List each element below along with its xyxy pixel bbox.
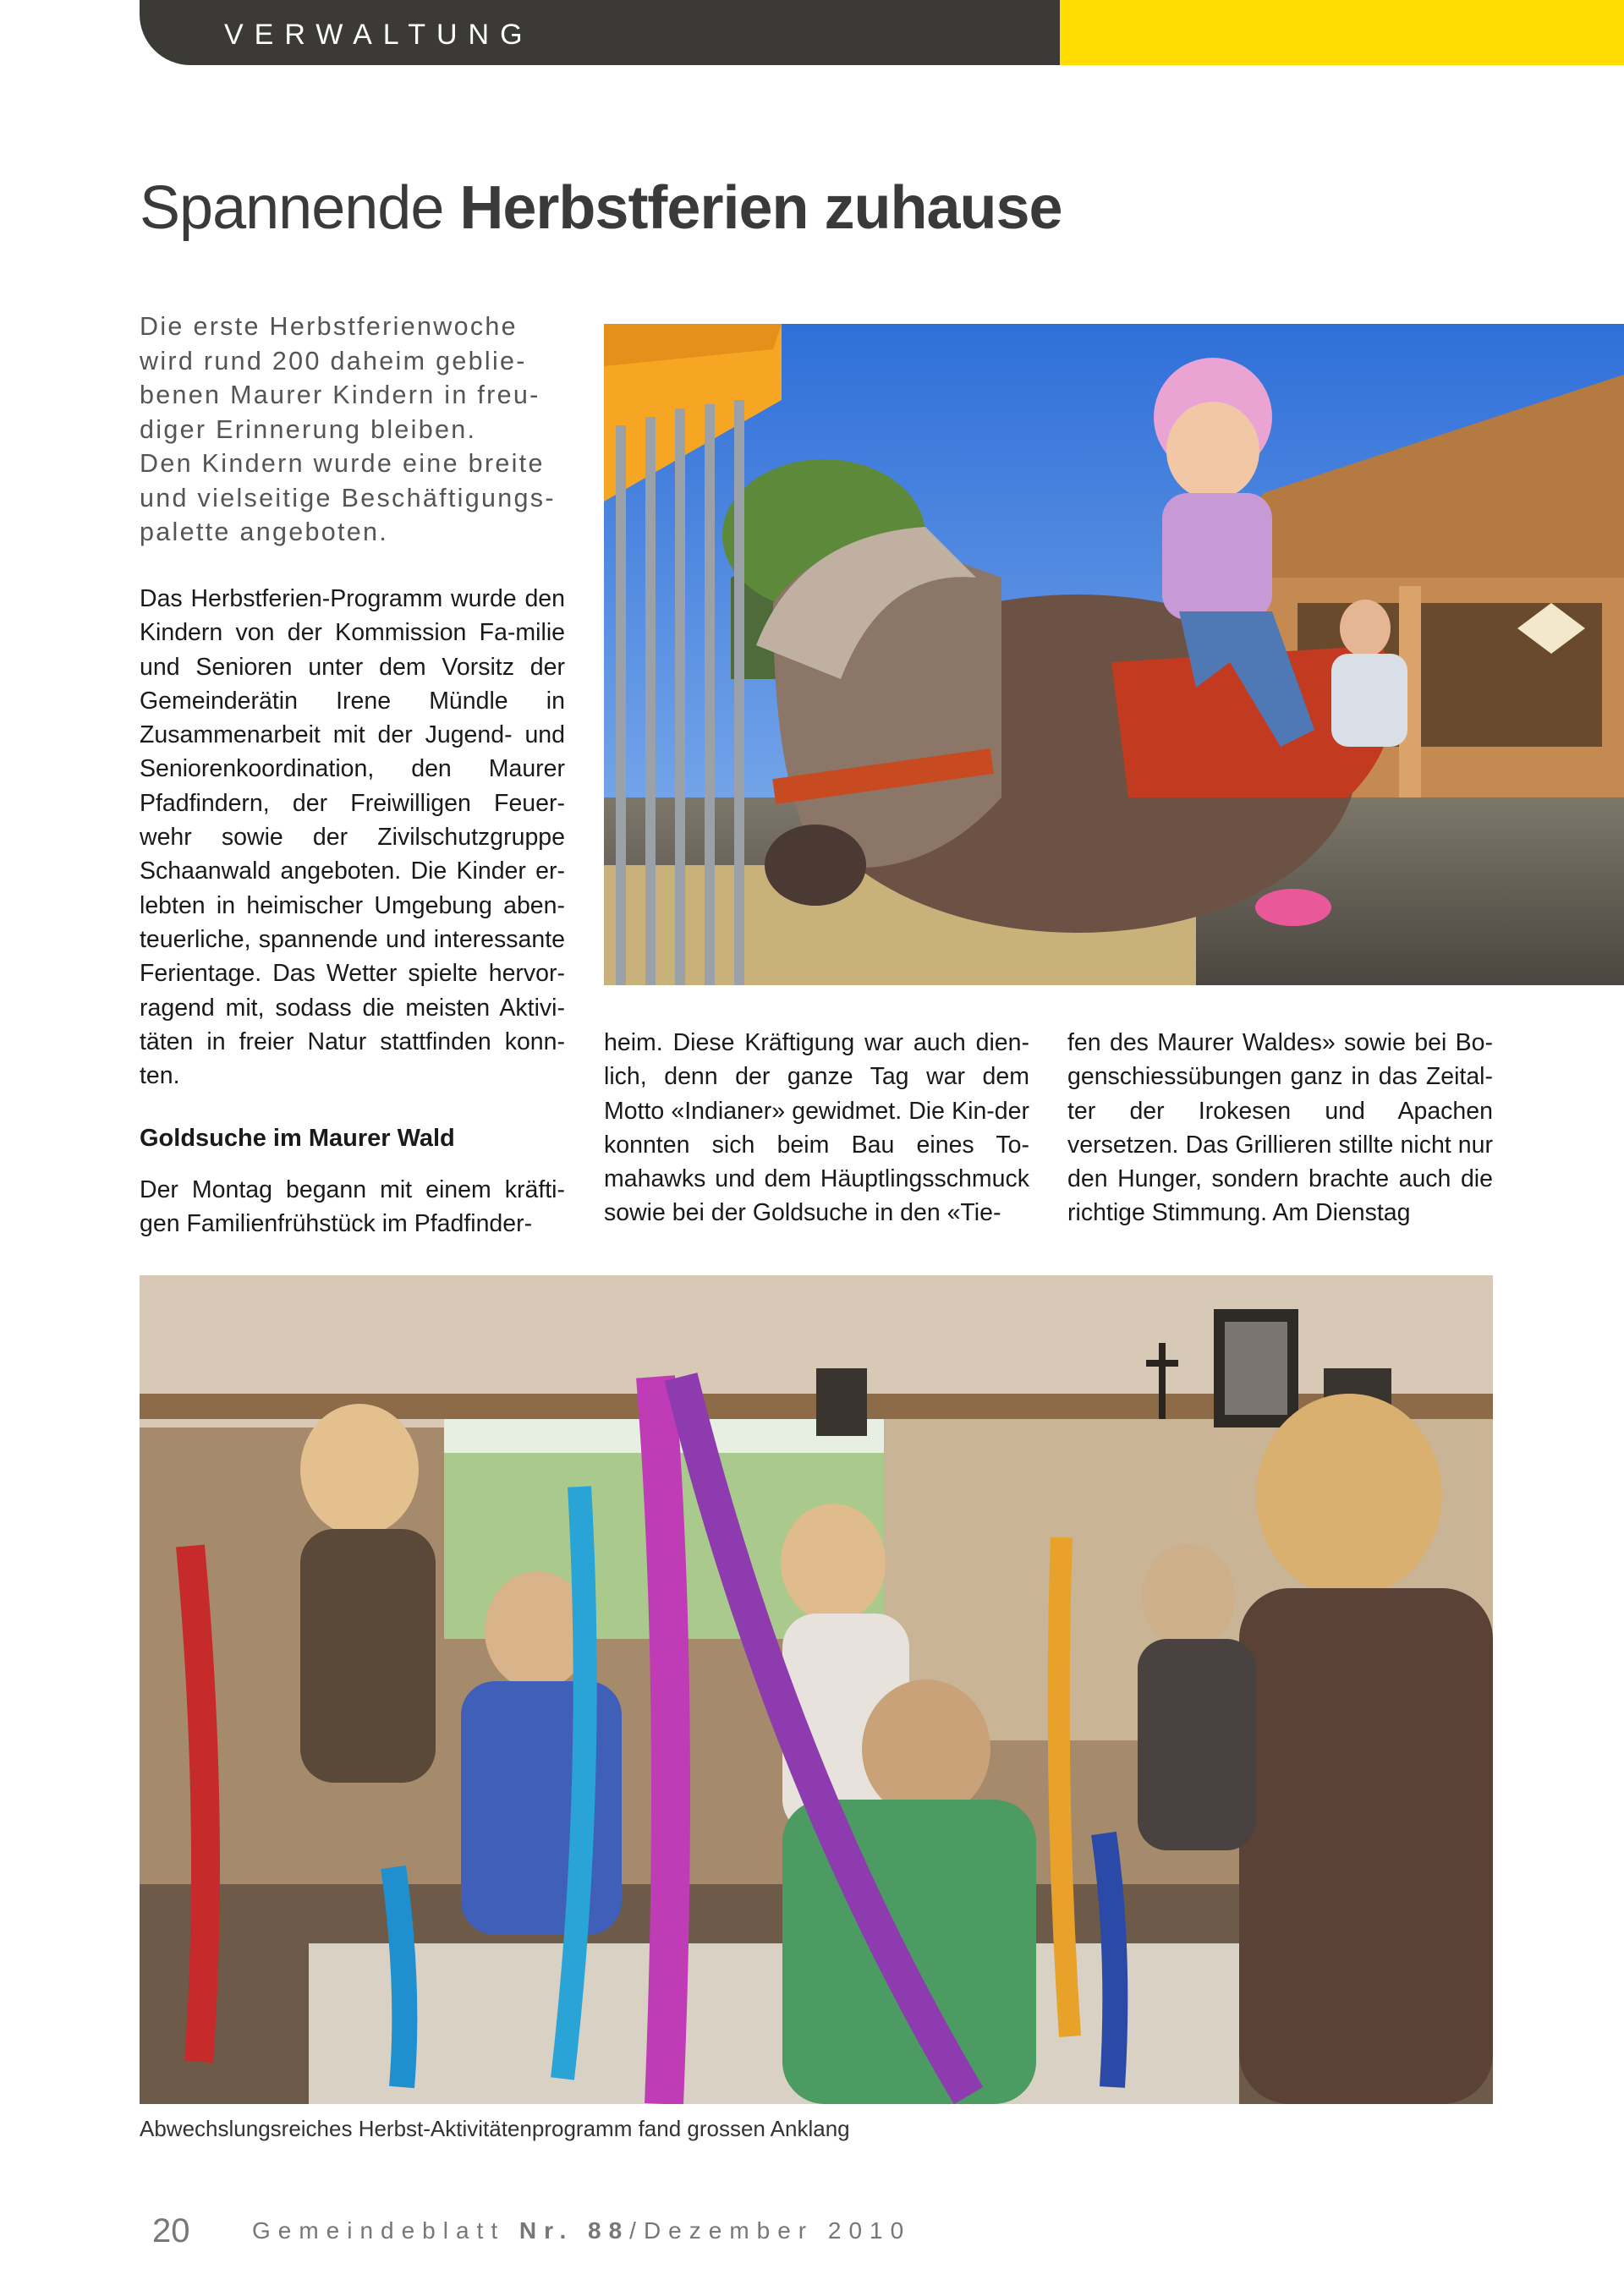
intro-text: Die erste Herbstferienwoche wird rund 200 daheim geblie-benen Maurer Kindern in freu-diger Erinnerung bleiben. Den Kindern wurde eine breite und vielseitige Beschäftigungs-palette angeboten. [140, 312, 556, 546]
body-paragraph-2: Der Montag begann mit einem kräfti-gen Familienfrühstück im Pfadfinder- [140, 1175, 565, 1238]
publication-name: Gemeindeblatt [252, 2217, 519, 2244]
body-paragraph-4: fen des Maurer Waldes» sowie bei Bo-genschiessübungen ganz in das Zeital-ter der Irokesen und Apachen versetzen. Das Grillieren stillte nicht nur den Hunger, sondern brachte auch die richtige Stimmung. Am Dienstag [1067, 1029, 1493, 1227]
children-with-ribbons-photo [140, 1275, 1493, 2104]
intro-lead [140, 310, 562, 550]
child-on-pony-photo [604, 324, 1624, 985]
title-light: Spannende [140, 174, 460, 242]
body-paragraph-3: heim. Diese Kräftigung war auch dien-lich, denn der ganze Tag war dem Motto «Indianer» gewidmet. Die Kin-der konnten sich beim Bau eines To-mahawks und dem Häuptlingsschmuck sowie bei der Goldsuche in den «Tie- [604, 1029, 1029, 1227]
issue-date: /Dezember 2010 [629, 2217, 912, 2244]
section-label: VERWALTUNG [224, 19, 534, 51]
photo-caption: Abwechslungsreiches Herbst-Aktivitätenprogramm fand grossen Anklang [140, 2116, 850, 2141]
title-bold: Herbstferien zuhause [459, 174, 1062, 242]
page-number: 20 [152, 2212, 190, 2249]
publication-footer [252, 2219, 911, 2243]
header-accent-yellow [1060, 0, 1624, 65]
article-title [140, 174, 1062, 242]
subheading: Goldsuche im Maurer Wald [140, 1125, 455, 1153]
body-paragraph-1: Das Herbstferien-Programm wurde den Kindern von der Kommission Fa-milie und Senioren unter dem Vorsitz der Gemeinderätin Irene Mündle in Zusammenarbeit mit der Jugend- und Seniorenkoordination, den Maurer Pfadfindern, der Freiwilligen Feuer-wehr sowie der Zivilschutzgruppe Schaanwald angeboten. Die Kinder er-lebten in heimischer Umgebung aben-teuerliche, spannende und interessante Ferientage. Das Wetter spielte hervor-ragend mit, sodass die meisten Aktivi-täten in freier Natur stattfinden konn-ten. [140, 585, 565, 1090]
column-2 [604, 1026, 1029, 1230]
issue-number: Nr. 88 [518, 2217, 630, 2244]
column-1 [140, 582, 565, 1241]
column-3 [1067, 1026, 1493, 1230]
